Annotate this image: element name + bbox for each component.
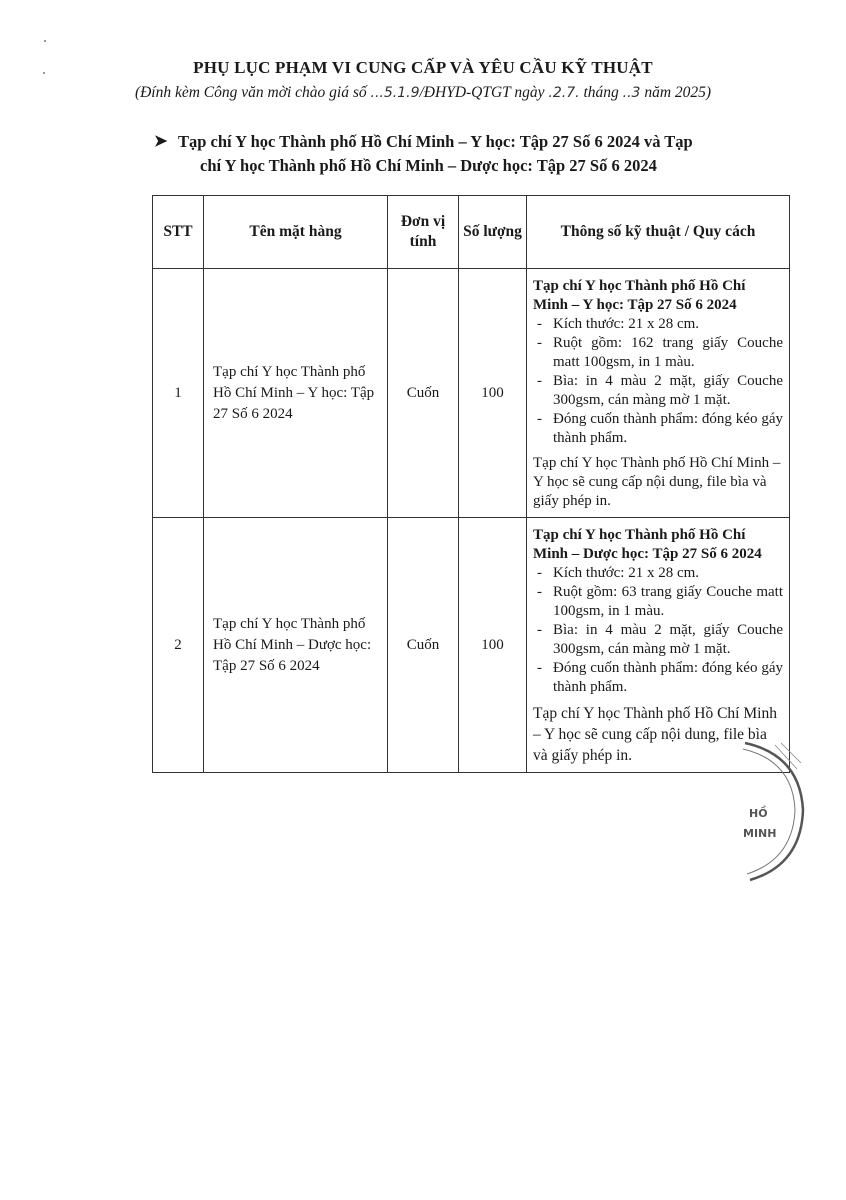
spec-note: Tạp chí Y học Thành phố Hồ Chí Minh – Y học sẽ cung cấp nội dung, file bìa và giấy phép in. [533, 705, 777, 764]
row-unit: Cuốn [388, 518, 459, 773]
subtitle-month-label: tháng [579, 84, 623, 101]
official-seal-stamp [725, 735, 805, 885]
spec-item: - Ruột gồm: 162 trang giấy Couche matt 100gsm, in 1 màu. [533, 334, 783, 372]
spec-table [152, 195, 790, 773]
document-subtitle [0, 84, 846, 102]
section-heading [154, 130, 778, 178]
subtitle-doc-code: /ĐHYD-QTGT ngày [419, 84, 549, 101]
table-header-row [153, 196, 790, 269]
document-title: PHỤ LỤC PHẠM VI CUNG CẤP VÀ YÊU CẦU KỸ THUẬT [193, 58, 653, 77]
spec-item: - Kích thước: 21 x 28 cm. [533, 564, 783, 583]
arrow-bullet-icon: ➤ [154, 133, 168, 150]
header-unit: Đơn vị tính [388, 196, 459, 269]
spec-item: - Bìa: in 4 màu 2 mặt, giấy Couche 300gsm, cán màng mờ 1 mặt. [533, 621, 783, 659]
subtitle-year-label: năm 2025) [640, 84, 712, 101]
row-item-name: Tạp chí Y học Thành phố Hồ Chí Minh – Dược học: Tập 27 Số 6 2024 [204, 518, 388, 773]
table-row [153, 269, 790, 518]
spec-item: - Đóng cuốn thành phẩm: đóng kéo gáy thành phẩm. [533, 659, 783, 697]
section-heading-line-1: Tạp chí Y học Thành phố Hồ Chí Minh – Y học: Tập 27 Số 6 2024 và Tạp [178, 132, 693, 151]
subtitle-prefix: (Đính kèm Công văn mời chào giá số [134, 84, 371, 101]
row-quantity: 100 [459, 518, 527, 773]
row-stt: 1 [153, 269, 204, 518]
row-quantity: 100 [459, 269, 527, 518]
handwritten-month: ..3 [622, 85, 641, 101]
header-name: Tên mặt hàng [204, 196, 388, 269]
spec-title: Tạp chí Y học Thành phố Hồ Chí Minh – Dược học: Tập 27 Số 6 2024 [533, 527, 762, 562]
row-item-name: Tạp chí Y học Thành phố Hồ Chí Minh – Y học: Tập 27 Số 6 2024 [204, 269, 388, 518]
section-heading-line-2: chí Y học Thành phố Hồ Chí Minh – Dược học: Tập 27 Số 6 2024 [200, 156, 657, 175]
scan-speck [44, 40, 46, 42]
spec-list [533, 564, 783, 697]
header-spec: Thông số kỹ thuật / Quy cách [527, 196, 790, 269]
row-spec [527, 269, 790, 518]
handwritten-day: .2.7. [548, 85, 580, 101]
seal-text-line-1: HỒ [749, 807, 768, 820]
table-row [153, 518, 790, 773]
row-stt: 2 [153, 518, 204, 773]
spec-note: Tạp chí Y học Thành phố Hồ Chí Minh – Y học sẽ cung cấp nội dung, file bìa và giấy phép in. [533, 455, 781, 509]
spec-item: - Kích thước: 21 x 28 cm. [533, 315, 783, 334]
seal-text-line-2: MINH [743, 827, 777, 840]
header-qty: Số lượng [459, 196, 527, 269]
spec-item: - Đóng cuốn thành phẩm: đóng kéo gáy thành phẩm. [533, 410, 783, 448]
spec-item: - Ruột gồm: 63 trang giấy Couche matt 100gsm, in 1 màu. [533, 583, 783, 621]
spec-list [533, 315, 783, 448]
row-unit: Cuốn [388, 269, 459, 518]
handwritten-doc-number: ...5.1.9 [370, 85, 420, 101]
header-stt: STT [153, 196, 204, 269]
spec-item: - Bìa: in 4 màu 2 mặt, giấy Couche 300gsm, cán màng mờ 1 mặt. [533, 372, 783, 410]
spec-title: Tạp chí Y học Thành phố Hồ Chí Minh – Y học: Tập 27 Số 6 2024 [533, 278, 746, 313]
